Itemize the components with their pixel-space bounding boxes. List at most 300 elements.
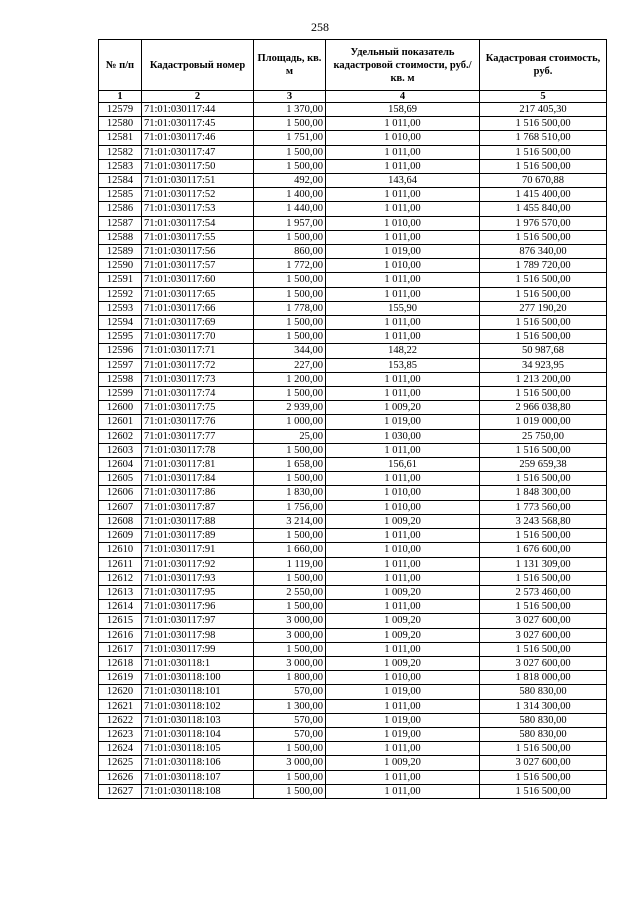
specific-value-cell: 155,90 [326,301,480,315]
row-number-cell: 12597 [99,358,142,372]
cadastral-cost-cell: 1 415 400,00 [480,188,607,202]
cadastral-cost-cell: 1 516 500,00 [480,642,607,656]
table-row [99,628,607,642]
cadastral-number-cell: 71:01:030118:107 [142,770,254,784]
area-cell: 1 500,00 [254,529,326,543]
area-cell: 570,00 [254,685,326,699]
cadastral-number-cell: 71:01:030118:100 [142,671,254,685]
cadastral-number-cell: 71:01:030117:84 [142,472,254,486]
specific-value-cell: 1 019,00 [326,685,480,699]
table-body [99,103,607,799]
cadastral-cost-cell: 1 516 500,00 [480,330,607,344]
area-cell: 1 400,00 [254,188,326,202]
table-row [99,245,607,259]
cadastral-number-cell: 71:01:030118:108 [142,784,254,798]
header-row-number: № п/п [99,40,142,91]
row-number-cell: 12592 [99,287,142,301]
cadastral-number-cell: 71:01:030117:92 [142,557,254,571]
table-row [99,316,607,330]
area-cell: 1 830,00 [254,486,326,500]
table-column-number-row [99,91,607,103]
specific-value-cell: 1 019,00 [326,245,480,259]
cadastral-number-cell: 71:01:030117:60 [142,273,254,287]
row-number-cell: 12626 [99,770,142,784]
area-cell: 3 214,00 [254,514,326,528]
table-row [99,784,607,798]
cadastral-cost-cell: 1 516 500,00 [480,770,607,784]
table-row [99,600,607,614]
column-number: 2 [142,91,254,103]
row-number-cell: 12617 [99,642,142,656]
cadastral-cost-cell: 1 516 500,00 [480,159,607,173]
area-cell: 1 500,00 [254,230,326,244]
area-cell: 1 500,00 [254,742,326,756]
cadastral-cost-cell: 259 659,38 [480,458,607,472]
table-row [99,458,607,472]
row-number-cell: 12611 [99,557,142,571]
cadastral-number-cell: 71:01:030117:76 [142,415,254,429]
area-cell: 1 500,00 [254,316,326,330]
cadastral-number-cell: 71:01:030117:53 [142,202,254,216]
cadastral-number-cell: 71:01:030117:47 [142,145,254,159]
area-cell: 1 500,00 [254,600,326,614]
area-cell: 1 751,00 [254,131,326,145]
cadastral-number-cell: 71:01:030117:91 [142,543,254,557]
specific-value-cell: 1 011,00 [326,273,480,287]
specific-value-cell: 1 011,00 [326,472,480,486]
specific-value-cell: 1 011,00 [326,372,480,386]
table-row [99,543,607,557]
table-row [99,259,607,273]
area-cell: 1 500,00 [254,330,326,344]
table-row [99,585,607,599]
cadastral-cost-cell: 1 516 500,00 [480,145,607,159]
cadastral-number-cell: 71:01:030117:55 [142,230,254,244]
cadastral-cost-cell: 70 670,88 [480,174,607,188]
specific-value-cell: 1 011,00 [326,742,480,756]
cadastral-cost-cell: 1 516 500,00 [480,117,607,131]
area-cell: 570,00 [254,713,326,727]
cadastral-number-cell: 71:01:030118:104 [142,727,254,741]
cadastral-number-cell: 71:01:030118:106 [142,756,254,770]
table-row [99,358,607,372]
area-cell: 1 500,00 [254,387,326,401]
row-number-cell: 12619 [99,671,142,685]
specific-value-cell: 1 011,00 [326,188,480,202]
area-cell: 1 000,00 [254,415,326,429]
cadastral-cost-cell: 277 190,20 [480,301,607,315]
specific-value-cell: 153,85 [326,358,480,372]
row-number-cell: 12612 [99,571,142,585]
cadastral-cost-cell: 1 516 500,00 [480,273,607,287]
row-number-cell: 12583 [99,159,142,173]
specific-value-cell: 1 019,00 [326,727,480,741]
cadastral-number-cell: 71:01:030117:51 [142,174,254,188]
row-number-cell: 12591 [99,273,142,287]
table-row [99,159,607,173]
cadastral-number-cell: 71:01:030117:69 [142,316,254,330]
specific-value-cell: 143,64 [326,174,480,188]
cadastral-cost-cell: 1 516 500,00 [480,472,607,486]
cadastral-number-cell: 71:01:030117:56 [142,245,254,259]
area-cell: 344,00 [254,344,326,358]
area-cell: 1 500,00 [254,443,326,457]
cadastral-cost-cell: 1 516 500,00 [480,742,607,756]
table-row [99,330,607,344]
row-number-cell: 12610 [99,543,142,557]
cadastral-cost-cell: 217 405,30 [480,103,607,117]
specific-value-cell: 1 010,00 [326,543,480,557]
row-number-cell: 12622 [99,713,142,727]
table-row [99,103,607,117]
area-cell: 227,00 [254,358,326,372]
area-cell: 1 500,00 [254,571,326,585]
table-row [99,557,607,571]
specific-value-cell: 1 011,00 [326,387,480,401]
row-number-cell: 12587 [99,216,142,230]
area-cell: 1 756,00 [254,500,326,514]
cadastral-cost-cell: 1 516 500,00 [480,316,607,330]
row-number-cell: 12613 [99,585,142,599]
row-number-cell: 12606 [99,486,142,500]
cadastral-number-cell: 71:01:030117:50 [142,159,254,173]
cadastral-cost-cell: 1 773 560,00 [480,500,607,514]
cadastral-number-cell: 71:01:030117:44 [142,103,254,117]
header-area: Площадь, кв. м [254,40,326,91]
specific-value-cell: 1 011,00 [326,316,480,330]
specific-value-cell: 1 009,20 [326,585,480,599]
area-cell: 1 957,00 [254,216,326,230]
table-row [99,188,607,202]
row-number-cell: 12616 [99,628,142,642]
table-row [99,415,607,429]
table-row [99,770,607,784]
table-row [99,742,607,756]
table-row [99,273,607,287]
area-cell: 1 500,00 [254,117,326,131]
table-row [99,571,607,585]
specific-value-cell: 1 011,00 [326,557,480,571]
cadastral-cost-cell: 1 455 840,00 [480,202,607,216]
row-number-cell: 12584 [99,174,142,188]
table-row [99,145,607,159]
area-cell: 1 500,00 [254,287,326,301]
table-row [99,387,607,401]
specific-value-cell: 1 011,00 [326,784,480,798]
cadastral-number-cell: 71:01:030117:71 [142,344,254,358]
cadastral-cost-cell: 1 213 200,00 [480,372,607,386]
row-number-cell: 12602 [99,429,142,443]
cadastral-number-cell: 71:01:030117:72 [142,358,254,372]
row-number-cell: 12607 [99,500,142,514]
area-cell: 2 550,00 [254,585,326,599]
cadastral-cost-cell: 25 750,00 [480,429,607,443]
row-number-cell: 12598 [99,372,142,386]
area-cell: 1 200,00 [254,372,326,386]
area-cell: 860,00 [254,245,326,259]
cadastral-number-cell: 71:01:030117:99 [142,642,254,656]
page-number: 258 [311,20,329,34]
area-cell: 3 000,00 [254,656,326,670]
area-cell: 1 772,00 [254,259,326,273]
table-row [99,529,607,543]
area-cell: 1 300,00 [254,699,326,713]
cadastral-cost-cell: 1 516 500,00 [480,571,607,585]
table-row [99,202,607,216]
row-number-cell: 12608 [99,514,142,528]
area-cell: 2 939,00 [254,401,326,415]
table-row [99,401,607,415]
specific-value-cell: 1 011,00 [326,330,480,344]
row-number-cell: 12593 [99,301,142,315]
row-number-cell: 12589 [99,245,142,259]
area-cell: 1 500,00 [254,642,326,656]
row-number-cell: 12627 [99,784,142,798]
area-cell: 1 660,00 [254,543,326,557]
header-specific-value: Удельный показатель кадастровой стоимости, руб./кв. м [326,40,480,91]
cadastral-cost-cell: 580 830,00 [480,727,607,741]
cadastral-cost-cell: 1 314 300,00 [480,699,607,713]
cadastral-number-cell: 71:01:030117:77 [142,429,254,443]
table-row [99,301,607,315]
cadastral-value-table [98,39,607,799]
cadastral-cost-cell: 1 516 500,00 [480,387,607,401]
cadastral-number-cell: 71:01:030117:78 [142,443,254,457]
specific-value-cell: 1 011,00 [326,600,480,614]
cadastral-cost-cell: 50 987,68 [480,344,607,358]
specific-value-cell: 1 011,00 [326,642,480,656]
specific-value-cell: 1 010,00 [326,216,480,230]
cadastral-number-cell: 71:01:030118:105 [142,742,254,756]
cadastral-number-cell: 71:01:030117:52 [142,188,254,202]
row-number-cell: 12595 [99,330,142,344]
specific-value-cell: 1 030,00 [326,429,480,443]
area-cell: 1 500,00 [254,145,326,159]
cadastral-cost-cell: 3 027 600,00 [480,614,607,628]
specific-value-cell: 1 010,00 [326,259,480,273]
row-number-cell: 12599 [99,387,142,401]
cadastral-cost-cell: 1 818 000,00 [480,671,607,685]
row-number-cell: 12582 [99,145,142,159]
specific-value-cell: 1 019,00 [326,415,480,429]
cadastral-cost-cell: 1 676 600,00 [480,543,607,557]
area-cell: 1 500,00 [254,784,326,798]
row-number-cell: 12621 [99,699,142,713]
table-row [99,216,607,230]
column-number: 1 [99,91,142,103]
cadastral-cost-cell: 1 019 000,00 [480,415,607,429]
cadastral-cost-cell: 2 573 460,00 [480,585,607,599]
specific-value-cell: 156,61 [326,458,480,472]
table-row [99,472,607,486]
column-number: 5 [480,91,607,103]
area-cell: 1 500,00 [254,273,326,287]
table-row [99,344,607,358]
cadastral-number-cell: 71:01:030118:103 [142,713,254,727]
specific-value-cell: 1 009,20 [326,514,480,528]
column-number: 4 [326,91,480,103]
table-row [99,443,607,457]
specific-value-cell: 1 011,00 [326,571,480,585]
cadastral-cost-cell: 3 027 600,00 [480,756,607,770]
specific-value-cell: 1 009,20 [326,628,480,642]
header-cadastral-number: Кадастровый номер [142,40,254,91]
cadastral-number-cell: 71:01:030117:88 [142,514,254,528]
cadastral-cost-cell: 1 516 500,00 [480,230,607,244]
cadastral-number-cell: 71:01:030118:1 [142,656,254,670]
cadastral-cost-cell: 876 340,00 [480,245,607,259]
specific-value-cell: 1 011,00 [326,529,480,543]
cadastral-number-cell: 71:01:030117:70 [142,330,254,344]
area-cell: 1 119,00 [254,557,326,571]
table-row [99,656,607,670]
row-number-cell: 12588 [99,230,142,244]
table-row [99,727,607,741]
cadastral-number-cell: 71:01:030117:75 [142,401,254,415]
table-row [99,642,607,656]
specific-value-cell: 158,69 [326,103,480,117]
row-number-cell: 12620 [99,685,142,699]
area-cell: 3 000,00 [254,628,326,642]
table-row [99,174,607,188]
specific-value-cell: 1 009,20 [326,614,480,628]
row-number-cell: 12623 [99,727,142,741]
specific-value-cell: 1 010,00 [326,500,480,514]
cadastral-number-cell: 71:01:030117:46 [142,131,254,145]
table-row [99,713,607,727]
table-row [99,699,607,713]
specific-value-cell: 1 011,00 [326,230,480,244]
cadastral-cost-cell: 34 923,95 [480,358,607,372]
table-row [99,230,607,244]
row-number-cell: 12581 [99,131,142,145]
cadastral-number-cell: 71:01:030117:89 [142,529,254,543]
row-number-cell: 12596 [99,344,142,358]
row-number-cell: 12604 [99,458,142,472]
specific-value-cell: 1 011,00 [326,443,480,457]
table-row [99,117,607,131]
cadastral-number-cell: 71:01:030117:65 [142,287,254,301]
specific-value-cell: 1 011,00 [326,117,480,131]
specific-value-cell: 1 011,00 [326,202,480,216]
area-cell: 1 500,00 [254,472,326,486]
row-number-cell: 12618 [99,656,142,670]
cadastral-number-cell: 71:01:030117:54 [142,216,254,230]
cadastral-number-cell: 71:01:030118:101 [142,685,254,699]
specific-value-cell: 1 011,00 [326,287,480,301]
cadastral-cost-cell: 1 789 720,00 [480,259,607,273]
row-number-cell: 12625 [99,756,142,770]
specific-value-cell: 1 009,20 [326,401,480,415]
specific-value-cell: 1 011,00 [326,699,480,713]
row-number-cell: 12594 [99,316,142,330]
cadastral-cost-cell: 1 516 500,00 [480,443,607,457]
cadastral-number-cell: 71:01:030117:98 [142,628,254,642]
specific-value-cell: 1 011,00 [326,159,480,173]
cadastral-cost-cell: 1 516 500,00 [480,784,607,798]
cadastral-cost-cell: 580 830,00 [480,685,607,699]
cadastral-number-cell: 71:01:030117:57 [142,259,254,273]
specific-value-cell: 1 009,20 [326,656,480,670]
cadastral-cost-cell: 1 768 510,00 [480,131,607,145]
row-number-cell: 12585 [99,188,142,202]
table-row [99,614,607,628]
cadastral-number-cell: 71:01:030117:86 [142,486,254,500]
row-number-cell: 12579 [99,103,142,117]
header-cadastral-cost: Кадастровая стоимость, руб. [480,40,607,91]
specific-value-cell: 148,22 [326,344,480,358]
area-cell: 492,00 [254,174,326,188]
area-cell: 25,00 [254,429,326,443]
row-number-cell: 12601 [99,415,142,429]
specific-value-cell: 1 009,20 [326,756,480,770]
cadastral-number-cell: 71:01:030117:87 [142,500,254,514]
table-row [99,429,607,443]
cadastral-number-cell: 71:01:030117:95 [142,585,254,599]
area-cell: 1 500,00 [254,770,326,784]
cadastral-number-cell: 71:01:030117:97 [142,614,254,628]
area-cell: 1 440,00 [254,202,326,216]
area-cell: 1 370,00 [254,103,326,117]
row-number-cell: 12586 [99,202,142,216]
area-cell: 1 800,00 [254,671,326,685]
cadastral-number-cell: 71:01:030117:73 [142,372,254,386]
row-number-cell: 12614 [99,600,142,614]
area-cell: 1 500,00 [254,159,326,173]
cadastral-cost-cell: 1 976 570,00 [480,216,607,230]
table-row [99,514,607,528]
specific-value-cell: 1 010,00 [326,486,480,500]
cadastral-number-cell: 71:01:030117:81 [142,458,254,472]
cadastral-number-cell: 71:01:030117:74 [142,387,254,401]
area-cell: 1 658,00 [254,458,326,472]
table-row [99,287,607,301]
table-row [99,131,607,145]
cadastral-cost-cell: 2 966 038,80 [480,401,607,415]
cadastral-number-cell: 71:01:030117:96 [142,600,254,614]
specific-value-cell: 1 019,00 [326,713,480,727]
area-cell: 570,00 [254,727,326,741]
table-row [99,671,607,685]
table-header-row [99,40,607,91]
row-number-cell: 12590 [99,259,142,273]
cadastral-cost-cell: 1 848 300,00 [480,486,607,500]
row-number-cell: 12615 [99,614,142,628]
table-row [99,500,607,514]
cadastral-cost-cell: 580 830,00 [480,713,607,727]
row-number-cell: 12603 [99,443,142,457]
cadastral-cost-cell: 1 516 500,00 [480,529,607,543]
table-row [99,372,607,386]
table-row [99,756,607,770]
specific-value-cell: 1 010,00 [326,671,480,685]
cadastral-cost-cell: 3 243 568,80 [480,514,607,528]
cadastral-number-cell: 71:01:030118:102 [142,699,254,713]
row-number-cell: 12580 [99,117,142,131]
row-number-cell: 12624 [99,742,142,756]
cadastral-number-cell: 71:01:030117:45 [142,117,254,131]
cadastral-number-cell: 71:01:030117:93 [142,571,254,585]
cadastral-cost-cell: 1 516 500,00 [480,287,607,301]
table-row [99,685,607,699]
cadastral-cost-cell: 1 516 500,00 [480,600,607,614]
column-number: 3 [254,91,326,103]
row-number-cell: 12600 [99,401,142,415]
specific-value-cell: 1 011,00 [326,145,480,159]
specific-value-cell: 1 010,00 [326,131,480,145]
area-cell: 3 000,00 [254,614,326,628]
row-number-cell: 12609 [99,529,142,543]
